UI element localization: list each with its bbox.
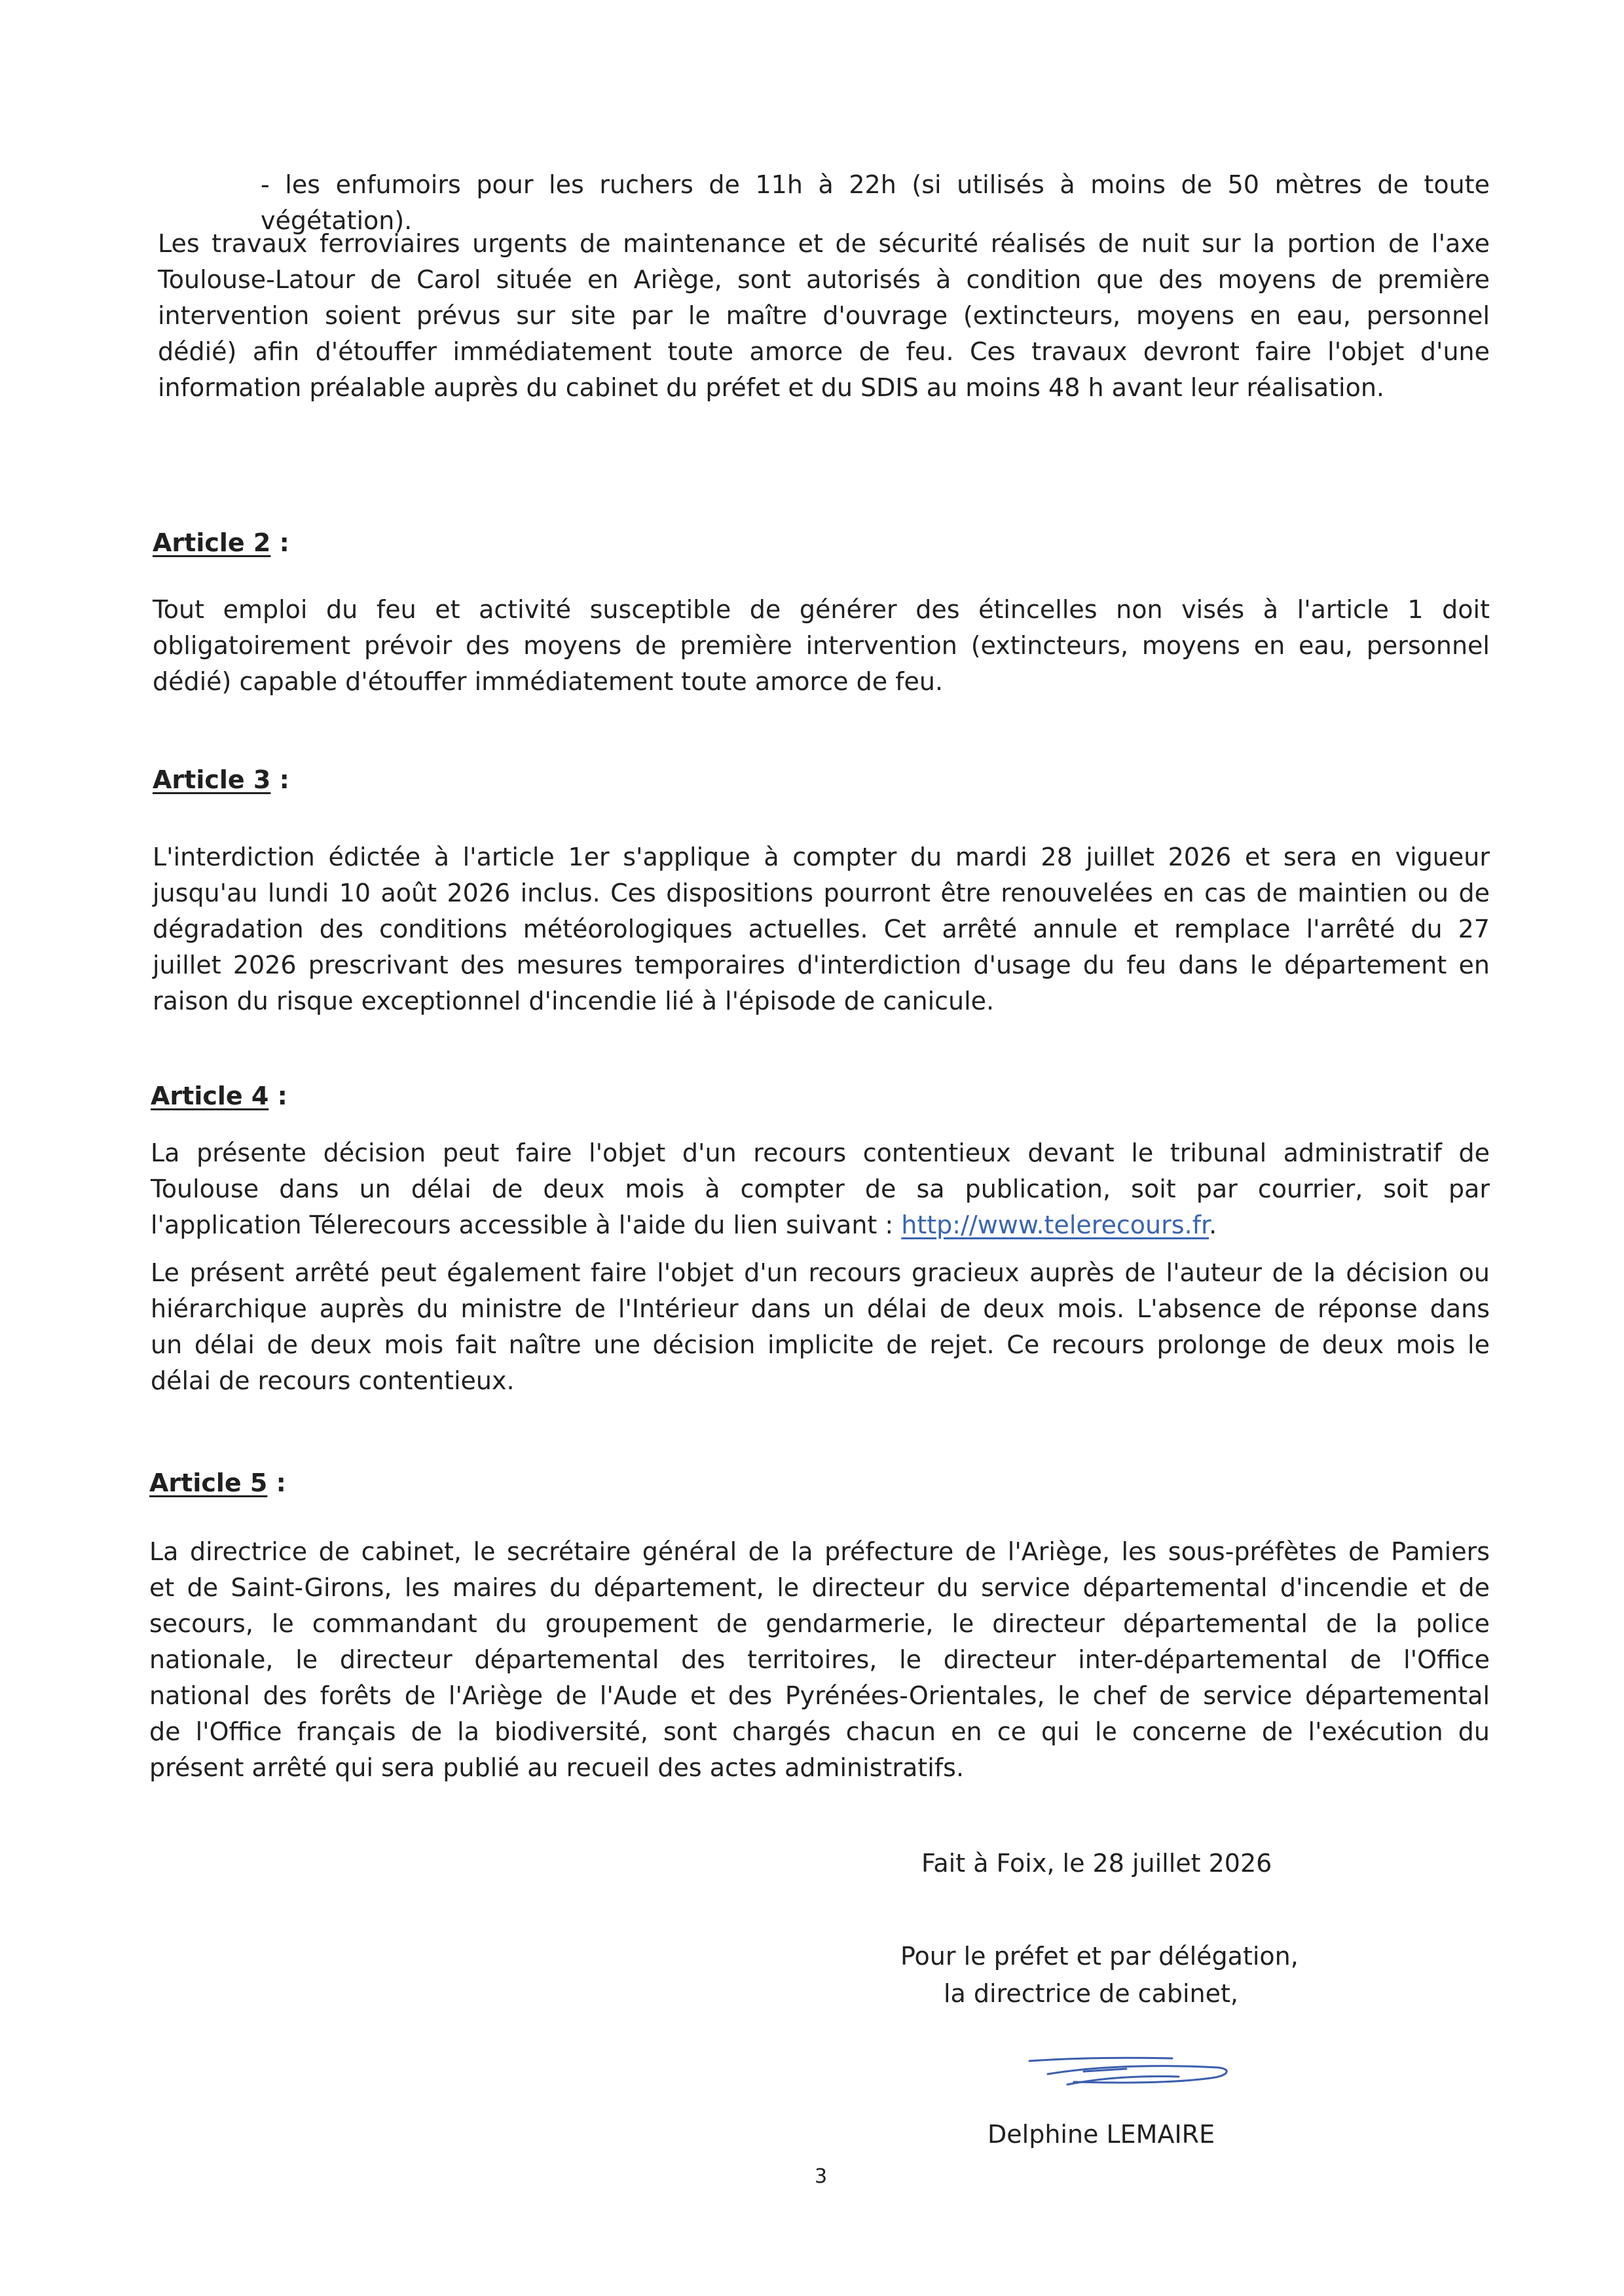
delegation-line-1: Pour le préfet et par délégation, [900,1942,1299,1971]
telerecours-link[interactable]: http://www.telerecours.fr [901,1211,1209,1239]
article-4-heading [151,1078,287,1114]
delegation-line-2: la directrice de cabinet, [944,1979,1238,2008]
text-line: présent arrêté qui sera publié au recueil des actes administratifs. [149,1753,965,1782]
article-2-title: Article 2 [153,528,271,557]
text-line: dédié) capable d'étouffer immédiatement toute amorce de feu. [153,667,944,696]
text-line: intervention soient prévus sur site par le maître d'ouvrage (extincteurs, moyens en eau, personnel [158,301,1490,330]
text-line: juillet 2026 prescrivant des mesures temporaires d'interdiction d'usage du feu dans le département en [153,951,1490,979]
article-2-heading [153,525,289,561]
text-line: Toulouse dans un délai de deux mois à compter de sa publication, soit par courrier, soit par [151,1175,1490,1203]
text-line: La directrice de cabinet, le secrétaire général de la préfecture de l'Ariège, les sous-préfètes de Pamiers [149,1537,1490,1566]
text-line: information préalable auprès du cabinet du préfet et du SDIS au moins 48 h avant leur réalisation. [158,373,1385,402]
text-line: La présente décision peut faire l'objet d'un recours contentieux devant le tribunal administratif de [151,1139,1490,1167]
text-line: hiérarchique auprès du ministre de l'Intérieur dans un délai de deux mois. L'absence de réponse dans [151,1294,1490,1323]
text-line: jusqu'au lundi 10 août 2026 inclus. Ces dispositions pourront être renouvelées en cas de maintien ou de [153,879,1490,907]
signatory-name: Delphine LEMAIRE [987,2120,1215,2149]
signature-stroke [1029,2058,1172,2061]
text-line: secours, le commandant du groupement de gendarmerie, le directeur départemental de la police [149,1609,1490,1638]
text-line: Le présent arrêté peut également faire l'objet d'un recours gracieux auprès de l'auteur de la décision ou [151,1258,1490,1287]
article-5-body [149,1534,1490,1786]
article-4-title: Article 4 [151,1082,269,1110]
text-line: un délai de deux mois fait naître une décision implicite de rejet. Ce recours prolonge de deux mois le [151,1330,1490,1359]
handwritten-signature [1022,2049,1238,2108]
text-fragment: l'application Télerecours accessible à l'aide du lien suivant : [151,1211,902,1239]
text-line: - les enfumoirs pour les ruchers de 11h à 22h (si utilisés à moins de 50 mètres de toute [261,170,1490,199]
text-line: Toulouse-Latour de Carol située en Ariège, sont autorisés à condition que des moyens de première [158,265,1490,294]
text-line: délai de recours contentieux. [151,1366,515,1395]
text-line: Tout emploi du feu et activité susceptible de générer des étincelles non visés à l'article 1 doit [153,595,1490,624]
article-5-colon: : [267,1468,286,1497]
article-2-colon: : [270,528,289,557]
text-line: nationale, le directeur départemental des territoires, le directeur inter-départemental de l'Office [149,1645,1490,1674]
paragraph-rail-works [158,226,1490,406]
article-4-colon: : [268,1082,287,1110]
text-line: dédié) afin d'étouffer immédiatement toute amorce de feu. Ces travaux devront faire l'objet d'une [158,337,1490,366]
text-line: raison du risque exceptionnel d'incendie lié à l'épisode de canicule. [153,987,995,1015]
text-line: de l'Office français de la biodiversité, sont chargés chacun en ce qui le concerne de l'exécution du [149,1717,1490,1746]
text-line: végétation). [261,206,413,235]
text-line: L'interdiction édictée à l'article 1er s'applique à compter du mardi 28 juillet 2026 et sera en vigueur [153,843,1490,871]
article-5-heading [149,1465,286,1501]
page-number: 3 [815,2165,828,2188]
place-date: Fait à Foix, le 28 juillet 2026 [921,1849,1272,1878]
article-4-paragraph-2 [151,1255,1490,1399]
text-line: et de Saint-Girons, les maires du département, le directeur du service départemental d'incendie et de [149,1573,1490,1602]
article-3-title: Article 3 [153,765,271,794]
signature-stroke [1048,2066,1227,2083]
text-line [151,1207,1490,1243]
article-4-paragraph-1 [151,1135,1490,1243]
article-3-colon: : [270,765,289,794]
text-line: obligatoirement prévoir des moyens de première intervention (extincteurs, moyens en eau, personnel [153,631,1490,660]
text-line: national des forêts de l'Ariège de l'Aude et des Pyrénées-Orientales, le chef de service départemental [149,1681,1490,1710]
article-3-body [153,839,1490,1019]
article-2-body [153,592,1490,700]
text-fragment: . [1209,1211,1217,1239]
text-line: Les travaux ferroviaires urgents de maintenance et de sécurité réalisés de nuit sur la portion de l'axe [158,229,1490,258]
article-3-heading [153,762,289,798]
text-line: dégradation des conditions météorologiques actuelles. Cet arrêté annule et remplace l'arrêté du 27 [153,915,1490,943]
article-5-title: Article 5 [149,1468,268,1497]
